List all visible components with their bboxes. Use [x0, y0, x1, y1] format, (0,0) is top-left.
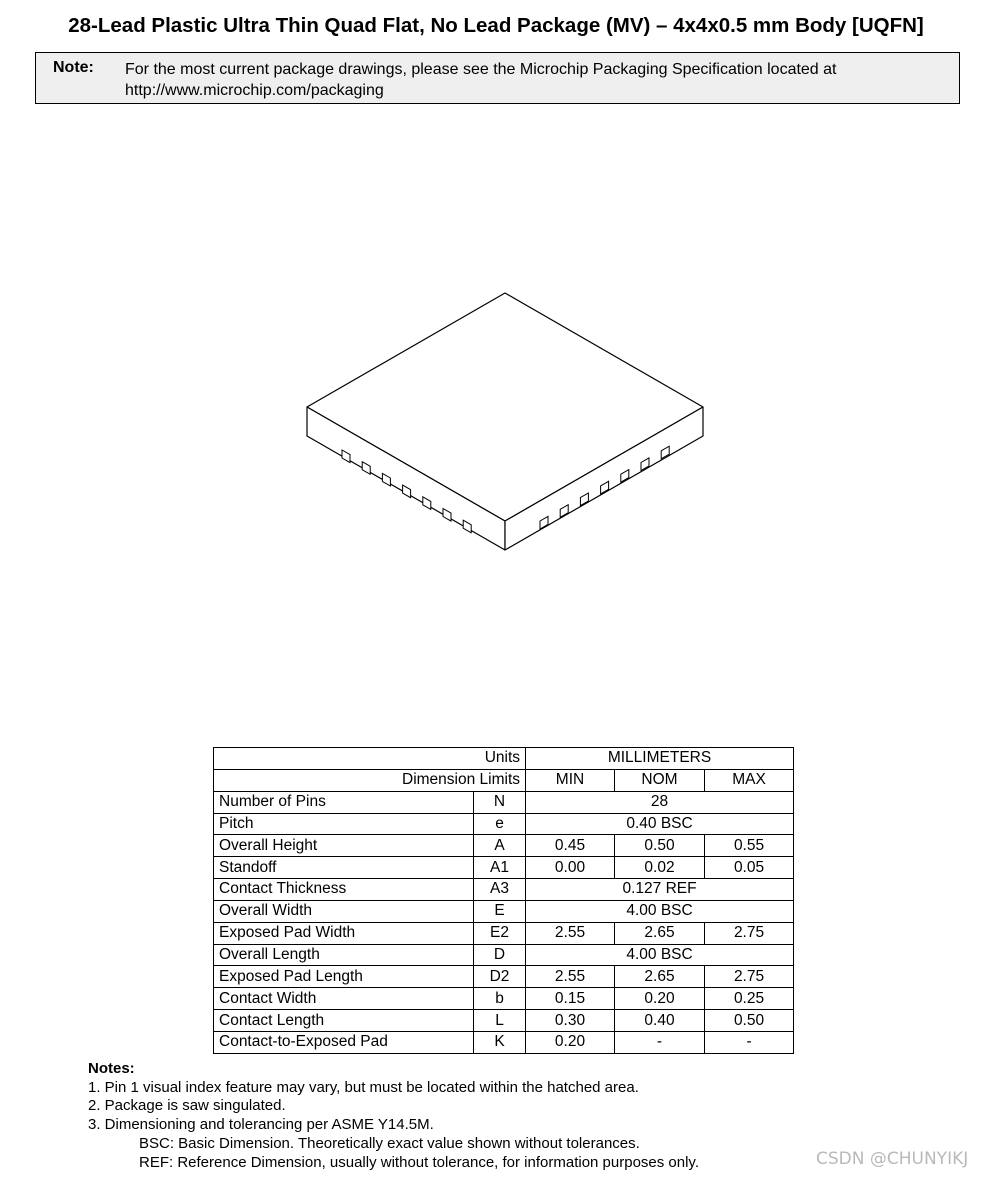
dimension-min: 0.45 — [526, 835, 615, 857]
watermark: CSDN @CHUNYIKJ — [816, 1149, 969, 1169]
units-value: MILLIMETERS — [526, 748, 794, 770]
dimension-min: 0.20 — [526, 1031, 615, 1053]
dimension-nom: 0.02 — [615, 857, 705, 879]
notes-section — [88, 1060, 699, 1172]
table-row — [214, 1031, 794, 1053]
dimension-symbol: K — [474, 1031, 526, 1053]
dimension-value: 4.00 BSC — [526, 944, 794, 966]
dimension-symbol: A3 — [474, 879, 526, 901]
dimension-symbol: N — [474, 791, 526, 813]
dimension-name: Standoff — [214, 857, 474, 879]
table-row — [214, 944, 794, 966]
dimension-min: 0.00 — [526, 857, 615, 879]
dimension-limits-label: Dimension Limits — [214, 769, 526, 791]
dimension-nom: 2.65 — [615, 922, 705, 944]
table-row — [214, 966, 794, 988]
note-item: 1. Pin 1 visual index feature may vary, but must be located within the hatched area. — [88, 1078, 639, 1096]
dimension-symbol: b — [474, 988, 526, 1010]
dimension-value: 28 — [526, 791, 794, 813]
dimension-nom: 0.50 — [615, 835, 705, 857]
notes-heading: Notes: — [88, 1060, 135, 1077]
col-max-header: MAX — [705, 769, 794, 791]
dimension-name: Contact-to-Exposed Pad — [214, 1031, 474, 1053]
table-row — [214, 900, 794, 922]
dimension-value: 4.00 BSC — [526, 900, 794, 922]
package-drawing — [300, 288, 710, 558]
dimension-name: Number of Pins — [214, 791, 474, 813]
dimension-name: Contact Length — [214, 1010, 474, 1032]
note-link: http://www.microchip.com/packaging — [125, 82, 384, 99]
dimension-symbol: D2 — [474, 966, 526, 988]
dimension-name: Exposed Pad Length — [214, 966, 474, 988]
dimension-min: 2.55 — [526, 966, 615, 988]
limits-row — [214, 769, 794, 791]
dimension-value: 0.40 BSC — [526, 813, 794, 835]
dimension-name: Pitch — [214, 813, 474, 835]
note-text — [125, 59, 945, 101]
dimension-name: Overall Length — [214, 944, 474, 966]
dimension-symbol: A — [474, 835, 526, 857]
table-row — [214, 922, 794, 944]
dimension-max: 0.05 — [705, 857, 794, 879]
dimension-symbol: D — [474, 944, 526, 966]
dimension-name: Overall Width — [214, 900, 474, 922]
dimension-symbol: A1 — [474, 857, 526, 879]
dimension-nom: 0.40 — [615, 1010, 705, 1032]
dimension-name: Contact Width — [214, 988, 474, 1010]
dimension-value: 0.127 REF — [526, 879, 794, 901]
dimension-max: 0.55 — [705, 835, 794, 857]
dimension-symbol: e — [474, 813, 526, 835]
note-item: 3. Dimensioning and tolerancing per ASME Y14.5M. — [88, 1116, 434, 1134]
dimensions-table — [213, 747, 794, 1054]
dimension-min: 0.15 — [526, 988, 615, 1010]
dimension-name: Overall Height — [214, 835, 474, 857]
note-item: 2. Package is saw singulated. — [88, 1097, 286, 1115]
dimension-symbol: L — [474, 1010, 526, 1032]
dimension-symbol: E — [474, 900, 526, 922]
dimension-max: 2.75 — [705, 922, 794, 944]
dimension-max: 0.50 — [705, 1010, 794, 1032]
units-label: Units — [214, 748, 526, 770]
table-row — [214, 857, 794, 879]
package-top-face — [307, 293, 703, 521]
dimension-max: 0.25 — [705, 988, 794, 1010]
units-row — [214, 748, 794, 770]
dimension-min: 0.30 — [526, 1010, 615, 1032]
page-title: 28-Lead Plastic Ultra Thin Quad Flat, No Lead Package (MV) – 4x4x0.5 mm Body [UQFN] — [68, 14, 924, 37]
dimension-symbol: E2 — [474, 922, 526, 944]
note-subitem-ref: REF: Reference Dimension, usually without tolerance, for information purposes only. — [139, 1153, 699, 1171]
dimension-name: Contact Thickness — [214, 879, 474, 901]
dimension-min: 2.55 — [526, 922, 615, 944]
dimension-nom: - — [615, 1031, 705, 1053]
table-row — [214, 879, 794, 901]
col-nom-header: NOM — [615, 769, 705, 791]
note-subitem-bsc: BSC: Basic Dimension. Theoretically exact value shown without tolerances. — [139, 1134, 640, 1152]
table-row — [214, 791, 794, 813]
dimension-nom: 0.20 — [615, 988, 705, 1010]
dimension-max: 2.75 — [705, 966, 794, 988]
dimension-nom: 2.65 — [615, 966, 705, 988]
table-row — [214, 988, 794, 1010]
note-line-1: For the most current package drawings, please see the Microchip Packaging Specification located at — [125, 61, 837, 78]
col-min-header: MIN — [526, 769, 615, 791]
packaging-note-box — [35, 52, 960, 104]
table-row — [214, 1010, 794, 1032]
dimension-name: Exposed Pad Width — [214, 922, 474, 944]
dimension-max: - — [705, 1031, 794, 1053]
table-row — [214, 835, 794, 857]
note-label: Note: — [53, 59, 94, 76]
table-row — [214, 813, 794, 835]
